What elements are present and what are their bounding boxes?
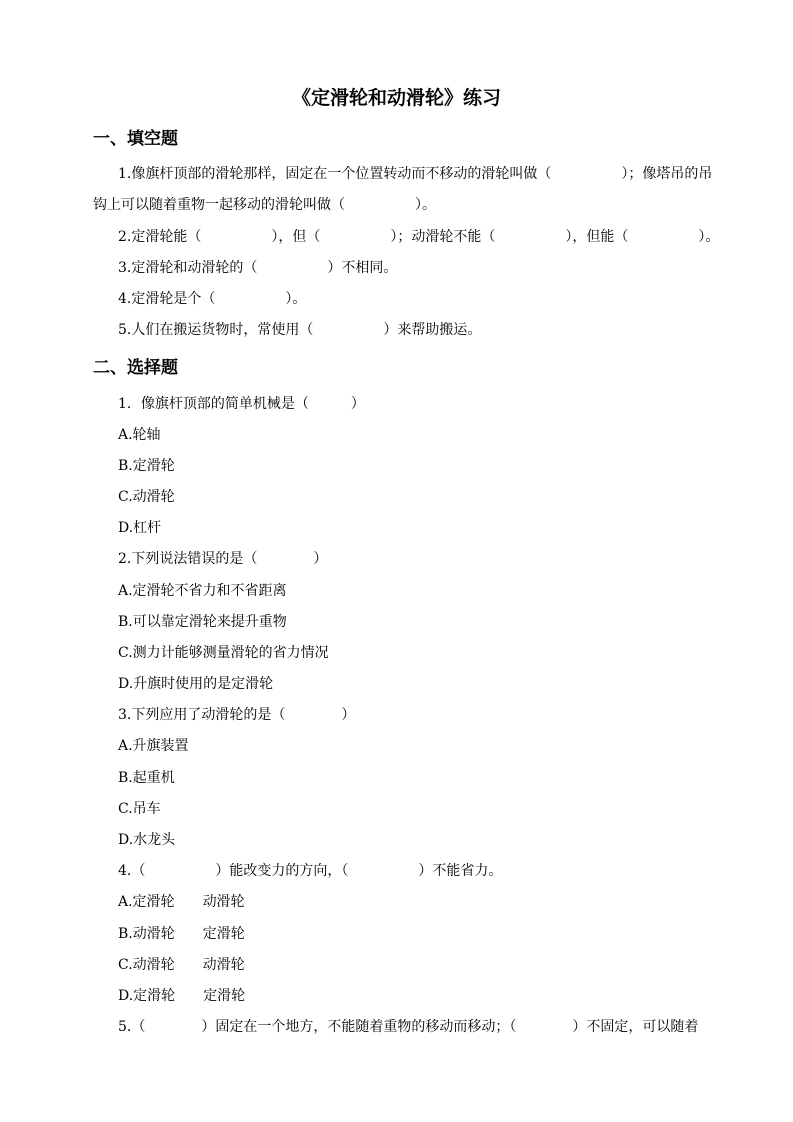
option-d-first: D.定滑轮: [118, 988, 176, 1004]
section-heading-choice: 二、选择题: [93, 358, 178, 378]
choice-question-3-option-a: A.升旗装置: [118, 738, 189, 754]
option-a-second: 动滑轮: [202, 894, 245, 910]
section-heading-fill-in: 一、填空题: [93, 129, 178, 149]
option-c-second: 动滑轮: [202, 957, 245, 973]
option-d-second: 定滑轮: [203, 988, 246, 1004]
choice-question-1-stem: 1．像旗杆顶部的简单机械是（ ）: [118, 396, 365, 412]
choice-question-2-option-c: C.测力计能够测量滑轮的省力情况: [118, 645, 329, 661]
option-b-first: B.动滑轮: [118, 926, 175, 942]
choice-question-1-option-b: B.定滑轮: [118, 458, 175, 474]
choice-question-1-option-d: D.杠杆: [118, 520, 162, 536]
option-c-first: C.动滑轮: [118, 957, 175, 973]
fill-question-3: 3.定滑轮和动滑轮的（ ）不相同。: [118, 260, 398, 276]
fill-question-4: 4.定滑轮是个（ ）。: [118, 291, 307, 307]
fill-question-1-line-2: 钩上可以随着重物一起移动的滑轮叫做（ ）。: [93, 197, 436, 213]
choice-question-2-option-d: D.升旗时使用的是定滑轮: [118, 676, 274, 692]
choice-question-1-option-a: A.轮轴: [118, 427, 161, 443]
choice-question-4-option-d: [118, 985, 245, 1007]
choice-question-3-stem: 3.下列应用了动滑轮的是（ ）: [118, 707, 356, 723]
choice-question-3-option-b: B.起重机: [118, 770, 175, 786]
choice-question-3-option-d: D.水龙头: [118, 832, 176, 848]
fill-question-1-line-1: 1.像旗杆顶部的滑轮那样，固定在一个位置转动而不移动的滑轮叫做（ ）；像塔吊的吊: [118, 166, 713, 182]
choice-question-2-option-b: B.可以靠定滑轮来提升重物: [118, 614, 287, 630]
page-title: 《定滑轮和动滑轮》练习: [291, 87, 501, 109]
choice-question-1-option-c: C.动滑轮: [118, 489, 175, 505]
choice-question-4-stem: 4.（ ）能改变力的方向，（ ）不能省力。: [118, 863, 503, 879]
fill-question-2: 2.定滑轮能（ ），但（ ）；动滑轮不能（ ），但能（ ）。: [118, 229, 720, 245]
choice-question-5-stem: 5.（ ）固定在一个地方，不能随着重物的移动而移动；（ ）不固定，可以随着: [118, 1019, 699, 1035]
fill-question-5: 5.人们在搬运货物时，常使用（ ）来帮助搬运。: [118, 322, 482, 338]
choice-question-2-stem: 2.下列说法错误的是（ ）: [118, 551, 328, 567]
choice-question-2-option-a: A.定滑轮不省力和不省距离: [118, 583, 287, 599]
choice-question-3-option-c: C.吊车: [118, 801, 161, 817]
choice-question-4-option-b: [118, 923, 245, 945]
choice-question-4-option-c: [118, 954, 245, 976]
choice-question-4-option-a: [118, 891, 245, 913]
option-a-first: A.定滑轮: [118, 894, 175, 910]
option-b-second: 定滑轮: [202, 926, 245, 942]
